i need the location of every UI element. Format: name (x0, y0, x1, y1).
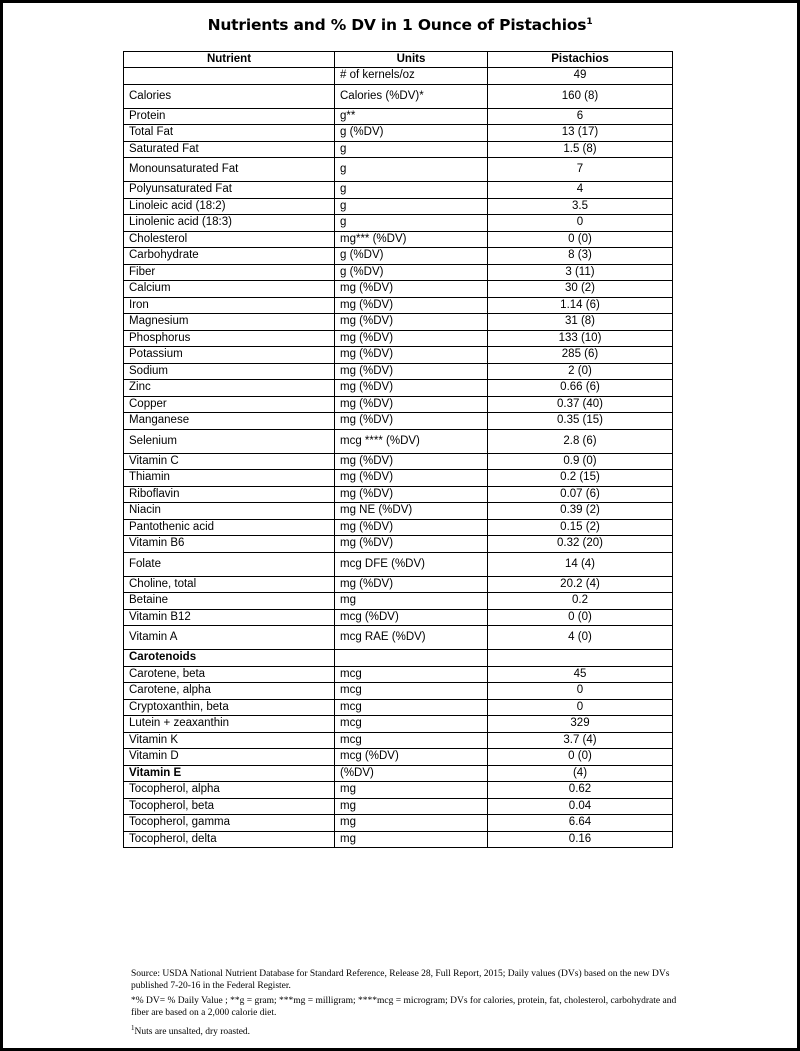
value-cell: 3.7 (4) (488, 732, 673, 749)
title-footnote-marker: 1 (586, 16, 593, 27)
table-row (124, 782, 673, 799)
units-cell: g (335, 215, 488, 232)
value-cell: 0.37 (40) (488, 396, 673, 413)
value-cell: 13 (17) (488, 125, 673, 142)
table-row (124, 732, 673, 749)
table-row (124, 519, 673, 536)
table-row (124, 626, 673, 650)
table-row (124, 576, 673, 593)
units-cell: g (%DV) (335, 125, 488, 142)
nutrient-cell: Pantothenic acid (124, 519, 335, 536)
table-row (124, 683, 673, 700)
table-row (124, 297, 673, 314)
value-cell: 0 (0) (488, 231, 673, 248)
nutrient-cell (124, 68, 335, 85)
value-cell: 0 (0) (488, 749, 673, 766)
value-cell: 49 (488, 68, 673, 85)
value-cell: 30 (2) (488, 281, 673, 298)
value-cell (488, 650, 673, 667)
column-header-nutrient: Nutrient (124, 52, 335, 68)
units-cell: mcg RAE (%DV) (335, 626, 488, 650)
units-cell: g (335, 158, 488, 182)
nutrient-cell: Carbohydrate (124, 248, 335, 265)
value-cell: 8 (3) (488, 248, 673, 265)
table-row (124, 453, 673, 470)
table-row (124, 264, 673, 281)
nutrient-cell: Phosphorus (124, 330, 335, 347)
table-row (124, 593, 673, 610)
units-cell: # of kernels/oz (335, 68, 488, 85)
table-row (124, 248, 673, 265)
nutrient-cell: Folate (124, 552, 335, 576)
nutrient-cell: Linoleic acid (18:2) (124, 198, 335, 215)
table-row (124, 413, 673, 430)
value-cell: 0.04 (488, 798, 673, 815)
value-cell: 0 (488, 699, 673, 716)
value-cell: 0.66 (6) (488, 380, 673, 397)
table-row (124, 84, 673, 108)
units-cell: mg NE (%DV) (335, 503, 488, 520)
column-header-pistachios: Pistachios (488, 52, 673, 68)
nutrient-cell: Monounsaturated Fat (124, 158, 335, 182)
units-cell: Calories (%DV)* (335, 84, 488, 108)
table-body (124, 68, 673, 848)
nutrient-cell: Copper (124, 396, 335, 413)
table-row (124, 429, 673, 453)
nutrient-cell: Vitamin A (124, 626, 335, 650)
value-cell: 0.62 (488, 782, 673, 799)
nutrient-cell: Tocopherol, gamma (124, 815, 335, 832)
table-row (124, 141, 673, 158)
nutrient-cell: Zinc (124, 380, 335, 397)
nutrient-cell: Thiamin (124, 470, 335, 487)
nutrient-cell: Calcium (124, 281, 335, 298)
table-row (124, 536, 673, 553)
units-cell: mcg DFE (%DV) (335, 552, 488, 576)
table-row (124, 486, 673, 503)
nutrient-table (123, 51, 673, 848)
value-cell: 329 (488, 716, 673, 733)
units-cell (335, 650, 488, 667)
nutrient-cell: Fiber (124, 264, 335, 281)
value-cell: 0.35 (15) (488, 413, 673, 430)
value-cell: 0 (0) (488, 609, 673, 626)
value-cell: 0.39 (2) (488, 503, 673, 520)
nutrient-cell: Niacin (124, 503, 335, 520)
nutrient-cell: Choline, total (124, 576, 335, 593)
units-cell: mg (%DV) (335, 380, 488, 397)
nutrient-cell: Selenium (124, 429, 335, 453)
note-marker: 1 (131, 1024, 135, 1032)
value-cell: 0.32 (20) (488, 536, 673, 553)
units-cell: g (335, 198, 488, 215)
nutrient-cell: Lutein + zeaxanthin (124, 716, 335, 733)
value-cell: 4 (0) (488, 626, 673, 650)
units-cell: mg (%DV) (335, 330, 488, 347)
units-cell: mcg (335, 683, 488, 700)
value-cell: 31 (8) (488, 314, 673, 331)
units-cell: mcg **** (%DV) (335, 429, 488, 453)
value-cell: 0.07 (6) (488, 486, 673, 503)
page-title (3, 16, 797, 34)
units-cell: mcg (335, 699, 488, 716)
table-row (124, 125, 673, 142)
value-cell: 0.2 (488, 593, 673, 610)
nutrient-cell: Riboflavin (124, 486, 335, 503)
units-cell: (%DV) (335, 765, 488, 782)
nutrient-cell: Manganese (124, 413, 335, 430)
footnotes (131, 969, 691, 1043)
nutrient-cell: Total Fat (124, 125, 335, 142)
nutrient-cell: Vitamin B12 (124, 609, 335, 626)
table-row (124, 363, 673, 380)
value-cell: 0 (488, 215, 673, 232)
units-cell: mcg (%DV) (335, 749, 488, 766)
units-cell: g (%DV) (335, 248, 488, 265)
units-cell: mg (335, 798, 488, 815)
value-cell: 1.14 (6) (488, 297, 673, 314)
nutrient-cell: Betaine (124, 593, 335, 610)
dv-legend: *% DV= % Daily Value ; **g = gram; ***mg = milligram; ****mcg = microgram; DVs for calories, protein, fat, cholesterol, carbohydrate and fiber are based on a 2,000 calorie diet. (131, 996, 677, 1018)
table-row (124, 552, 673, 576)
units-cell: mg (%DV) (335, 536, 488, 553)
units-cell: mg*** (%DV) (335, 231, 488, 248)
units-cell: g** (335, 108, 488, 125)
nutrient-cell: Cholesterol (124, 231, 335, 248)
value-cell: 0.2 (15) (488, 470, 673, 487)
value-cell: 6 (488, 108, 673, 125)
table-row (124, 666, 673, 683)
value-cell: 45 (488, 666, 673, 683)
units-cell: mg (335, 782, 488, 799)
units-cell: mg (%DV) (335, 347, 488, 364)
table-row (124, 330, 673, 347)
units-cell: mg (%DV) (335, 297, 488, 314)
units-cell: mg (%DV) (335, 413, 488, 430)
nutrient-cell: Tocopherol, alpha (124, 782, 335, 799)
table-row (124, 699, 673, 716)
table-row (124, 396, 673, 413)
value-cell: (4) (488, 765, 673, 782)
nutrient-cell: Saturated Fat (124, 141, 335, 158)
units-cell: mg (%DV) (335, 281, 488, 298)
units-cell: mg (335, 815, 488, 832)
units-cell: mg (%DV) (335, 470, 488, 487)
note-text: Nuts are unsalted, dry roasted. (134, 1027, 251, 1038)
value-cell: 0.16 (488, 831, 673, 848)
units-cell: mg (%DV) (335, 314, 488, 331)
nut-note (131, 1023, 691, 1039)
nutrient-cell: Tocopherol, delta (124, 831, 335, 848)
units-cell: mg (%DV) (335, 363, 488, 380)
table-row (124, 314, 673, 331)
value-cell: 0.15 (2) (488, 519, 673, 536)
value-cell: 14 (4) (488, 552, 673, 576)
units-cell: mg (%DV) (335, 453, 488, 470)
table-row (124, 108, 673, 125)
value-cell: 20.2 (4) (488, 576, 673, 593)
table-row (124, 815, 673, 832)
nutrient-cell: Carotenoids (124, 650, 335, 667)
table-header-row (124, 52, 673, 68)
nutrient-cell: Vitamin C (124, 453, 335, 470)
nutrient-cell: Sodium (124, 363, 335, 380)
table-row (124, 68, 673, 85)
nutrient-cell: Protein (124, 108, 335, 125)
value-cell: 6.64 (488, 815, 673, 832)
value-cell: 3.5 (488, 198, 673, 215)
table-row (124, 215, 673, 232)
table-row (124, 281, 673, 298)
table-row (124, 765, 673, 782)
source-note: Source: USDA National Nutrient Database for Standard Reference, Release 28, Full Report, 2015; Daily values (DVs) based on the new DVs published 7-20-16 in the Federal Register. (131, 969, 670, 991)
units-cell: g (%DV) (335, 264, 488, 281)
value-cell: 7 (488, 158, 673, 182)
nutrient-cell: Carotene, beta (124, 666, 335, 683)
nutrient-cell: Vitamin E (124, 765, 335, 782)
table-row (124, 182, 673, 199)
table-row (124, 650, 673, 667)
units-cell: mg (%DV) (335, 396, 488, 413)
nutrient-cell: Carotene, alpha (124, 683, 335, 700)
nutrient-cell: Tocopherol, beta (124, 798, 335, 815)
value-cell: 3 (11) (488, 264, 673, 281)
title-text: Nutrients and % DV in 1 Ounce of Pistachios (207, 16, 587, 34)
table-row (124, 380, 673, 397)
value-cell: 133 (10) (488, 330, 673, 347)
nutrient-cell: Polyunsaturated Fat (124, 182, 335, 199)
nutrient-cell: Iron (124, 297, 335, 314)
value-cell: 160 (8) (488, 84, 673, 108)
units-cell: mg (335, 593, 488, 610)
table-row (124, 470, 673, 487)
table-row (124, 716, 673, 733)
nutrient-cell: Calories (124, 84, 335, 108)
value-cell: 0 (488, 683, 673, 700)
table-row (124, 347, 673, 364)
nutrient-cell: Linolenic acid (18:3) (124, 215, 335, 232)
nutrient-cell: Magnesium (124, 314, 335, 331)
value-cell: 285 (6) (488, 347, 673, 364)
units-cell: mcg (335, 666, 488, 683)
table-row (124, 749, 673, 766)
value-cell: 1.5 (8) (488, 141, 673, 158)
value-cell: 2.8 (6) (488, 429, 673, 453)
table-row (124, 609, 673, 626)
units-cell: mg (%DV) (335, 519, 488, 536)
units-cell: mg (%DV) (335, 486, 488, 503)
table-row (124, 831, 673, 848)
table-row (124, 231, 673, 248)
units-cell: mg (335, 831, 488, 848)
table-row (124, 198, 673, 215)
nutrient-cell: Potassium (124, 347, 335, 364)
value-cell: 2 (0) (488, 363, 673, 380)
table-row (124, 158, 673, 182)
table-row (124, 503, 673, 520)
units-cell: g (335, 182, 488, 199)
nutrient-cell: Vitamin D (124, 749, 335, 766)
units-cell: mcg (335, 732, 488, 749)
value-cell: 4 (488, 182, 673, 199)
table-row (124, 798, 673, 815)
nutrient-cell: Vitamin B6 (124, 536, 335, 553)
nutrient-cell: Vitamin K (124, 732, 335, 749)
units-cell: g (335, 141, 488, 158)
units-cell: mcg (335, 716, 488, 733)
units-cell: mg (%DV) (335, 576, 488, 593)
value-cell: 0.9 (0) (488, 453, 673, 470)
column-header-units: Units (335, 52, 488, 68)
nutrient-cell: Cryptoxanthin, beta (124, 699, 335, 716)
units-cell: mcg (%DV) (335, 609, 488, 626)
